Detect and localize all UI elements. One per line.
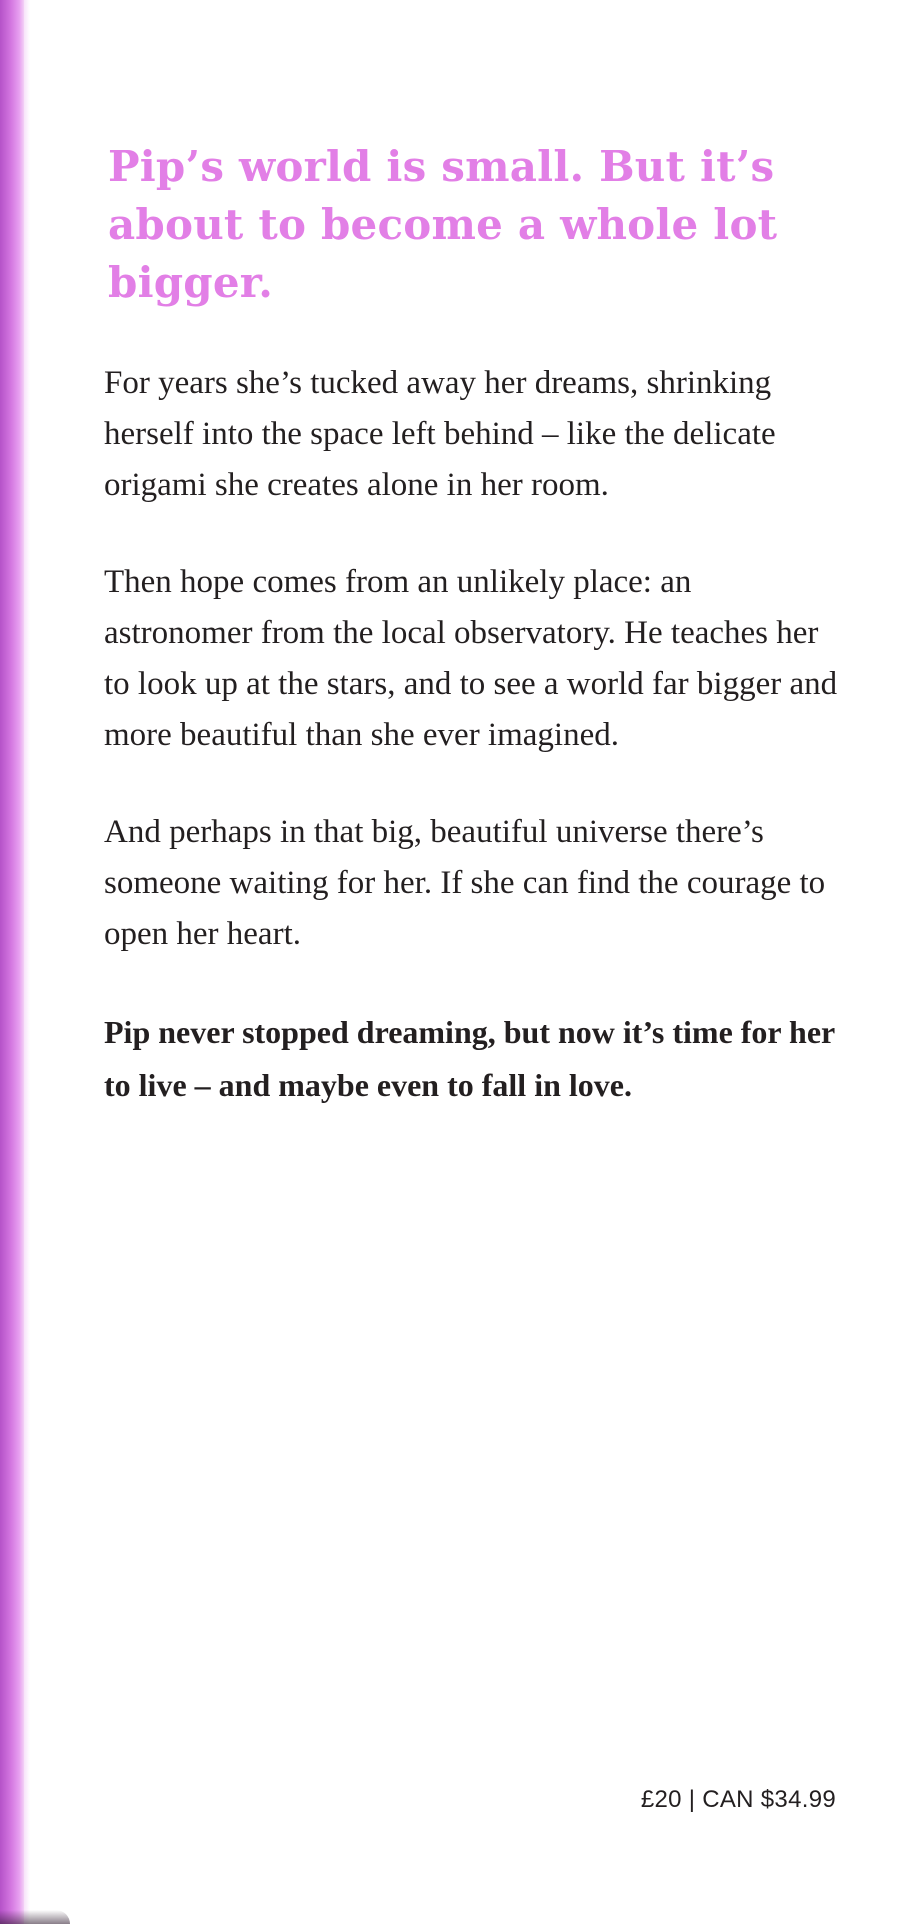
blurb-paragraph-1: For years she’s tucked away her dreams, shrinking herself into the space left behind – like the delicate origami she creates alone in her room. [104,365,776,503]
page-corner-shadow [0,1910,70,1924]
blurb-paragraph-2: Then hope comes from an unlikely place: an astronomer from the local observatory. He teaches her to look up at the stars, and to see a world far bigger and more beautiful than she ever imagined. [104,564,838,753]
blurb-closing-line: Pip never stopped dreaming, but now it’s time for her to live – and maybe even to fall in love. [104,1014,835,1103]
book-spine-edge [0,0,24,1924]
price-label: £20 | CAN $34.99 [640,1786,836,1813]
back-cover-blurb [104,138,844,1158]
spine-shadow [24,0,30,1924]
blurb-headline: Pip’s world is small. But it’s about to become a whole lot bigger. [108,142,778,307]
blurb-paragraph-3: And perhaps in that big, beautiful universe there’s someone waiting for her. If she can find the courage to open her heart. [104,814,826,952]
